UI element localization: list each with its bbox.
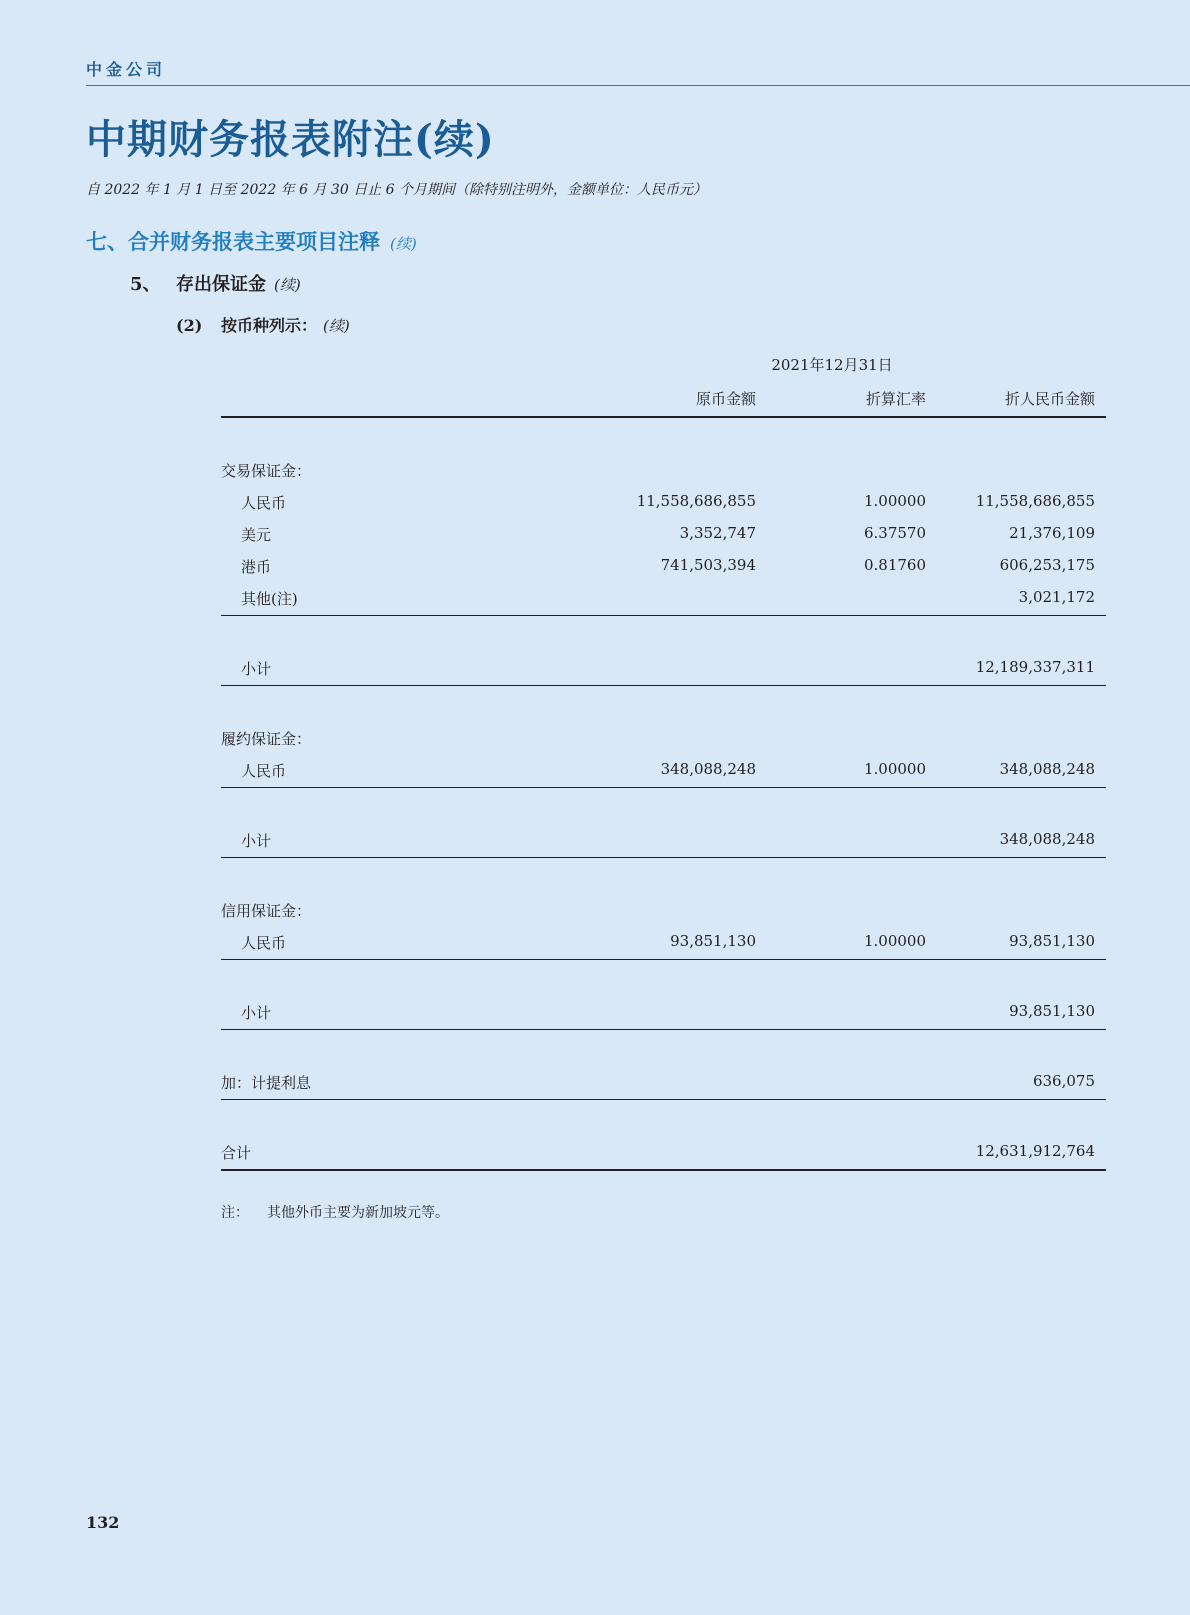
item-title: 存出保证金 (176, 274, 266, 295)
total-rule (221, 1169, 1106, 1171)
footnote-text: 其他外币主要为新加坡元等。 (267, 1205, 449, 1221)
item-number: 5、 (130, 274, 161, 295)
col-header-orig: 原币金额 (695, 390, 756, 408)
currency-name: 人民币 (241, 934, 287, 952)
subtotal-label: 小计 (241, 832, 272, 850)
subitem-cont: (续) (323, 317, 350, 335)
subtotal-row (221, 658, 1106, 678)
subtotal-label: 小计 (241, 660, 272, 678)
group-label-row (221, 900, 1106, 920)
currency-name: 人民币 (241, 762, 287, 780)
subitem-heading (176, 313, 350, 336)
rmb-amount: 3,021,172 (1018, 588, 1095, 606)
interest-amount: 636,075 (1032, 1072, 1095, 1090)
exchange-rate: 0.81760 (863, 556, 926, 574)
rmb-amount: 93,851,130 (1009, 932, 1095, 950)
footnote-label: 注： (221, 1205, 249, 1221)
row-rule (221, 1029, 1106, 1030)
group-label-row (221, 728, 1106, 748)
table-row (221, 588, 1106, 608)
rmb-amount: 11,558,686,855 (975, 492, 1095, 510)
exchange-rate: 6.37570 (863, 524, 926, 542)
row-rule (221, 787, 1106, 788)
subtotal-row (221, 1002, 1106, 1022)
table-row (221, 492, 1106, 512)
col-header-rate: 折算汇率 (865, 390, 926, 408)
table-row (221, 760, 1106, 780)
exchange-rate: 1.00000 (863, 492, 926, 510)
section-title: 七、合并财务报表主要项目注释 (86, 229, 380, 254)
subtotal-label: 小计 (241, 1004, 272, 1022)
header-rule (221, 416, 1106, 418)
currency-name: 人民币 (241, 494, 287, 512)
orig-amount: 741,503,394 (660, 556, 756, 574)
orig-amount: 11,558,686,855 (636, 492, 756, 510)
currency-name: 其他(注) (241, 590, 298, 608)
page-title: 中期财务报表附注(续) (86, 116, 495, 163)
column-header-row (221, 388, 1106, 408)
subitem-title: 按币种列示： (221, 316, 318, 335)
subitem-number: (2) (176, 316, 203, 335)
subtotal-amount: 93,851,130 (1009, 1002, 1095, 1020)
top-rule (86, 85, 1190, 86)
footnote (221, 1202, 449, 1222)
item-heading (130, 270, 301, 296)
total-amount: 12,631,912,764 (975, 1142, 1095, 1160)
orig-amount: 93,851,130 (670, 932, 756, 950)
section-heading (86, 226, 417, 256)
table-row (221, 524, 1106, 544)
row-rule (221, 959, 1106, 960)
total-row (221, 1142, 1106, 1162)
table-row (221, 932, 1106, 952)
group-label: 履约保证金： (221, 730, 312, 748)
rmb-amount: 606,253,175 (999, 556, 1095, 574)
orig-amount: 3,352,747 (679, 524, 756, 542)
total-label: 合计 (221, 1144, 252, 1162)
currency-name: 港币 (241, 558, 272, 576)
orig-amount: 348,088,248 (660, 760, 756, 778)
table-row (221, 556, 1106, 576)
interest-label: 加：计提利息 (221, 1074, 312, 1092)
page-number: 132 (86, 1513, 120, 1532)
subtotal-amount: 348,088,248 (999, 830, 1095, 848)
rmb-amount: 21,376,109 (1009, 524, 1095, 542)
group-label-row (221, 460, 1106, 480)
group-label: 信用保证金： (221, 902, 312, 920)
section-cont: (续) (390, 235, 417, 253)
row-rule (221, 857, 1106, 858)
row-rule (221, 1099, 1106, 1100)
date-header: 2021年12月31日 (771, 356, 893, 374)
exchange-rate: 1.00000 (863, 760, 926, 778)
subtotal-row (221, 830, 1106, 850)
row-rule (221, 685, 1106, 686)
currency-name: 美元 (241, 526, 272, 544)
col-header-rmb: 折人民币金额 (1004, 390, 1095, 408)
company-name: 中金公司 (86, 60, 167, 79)
rmb-amount: 348,088,248 (999, 760, 1095, 778)
item-cont: (续) (274, 276, 301, 294)
row-rule (221, 615, 1106, 616)
subtotal-amount: 12,189,337,311 (975, 658, 1095, 676)
period-subtitle: 自 2022 年 1 月 1 日至 2022 年 6 月 30 日止 6 个月期间（除特别注明外，金额单位：人民币元） (86, 182, 708, 198)
group-label: 交易保证金： (221, 462, 312, 480)
exchange-rate: 1.00000 (863, 932, 926, 950)
interest-row (221, 1072, 1106, 1092)
